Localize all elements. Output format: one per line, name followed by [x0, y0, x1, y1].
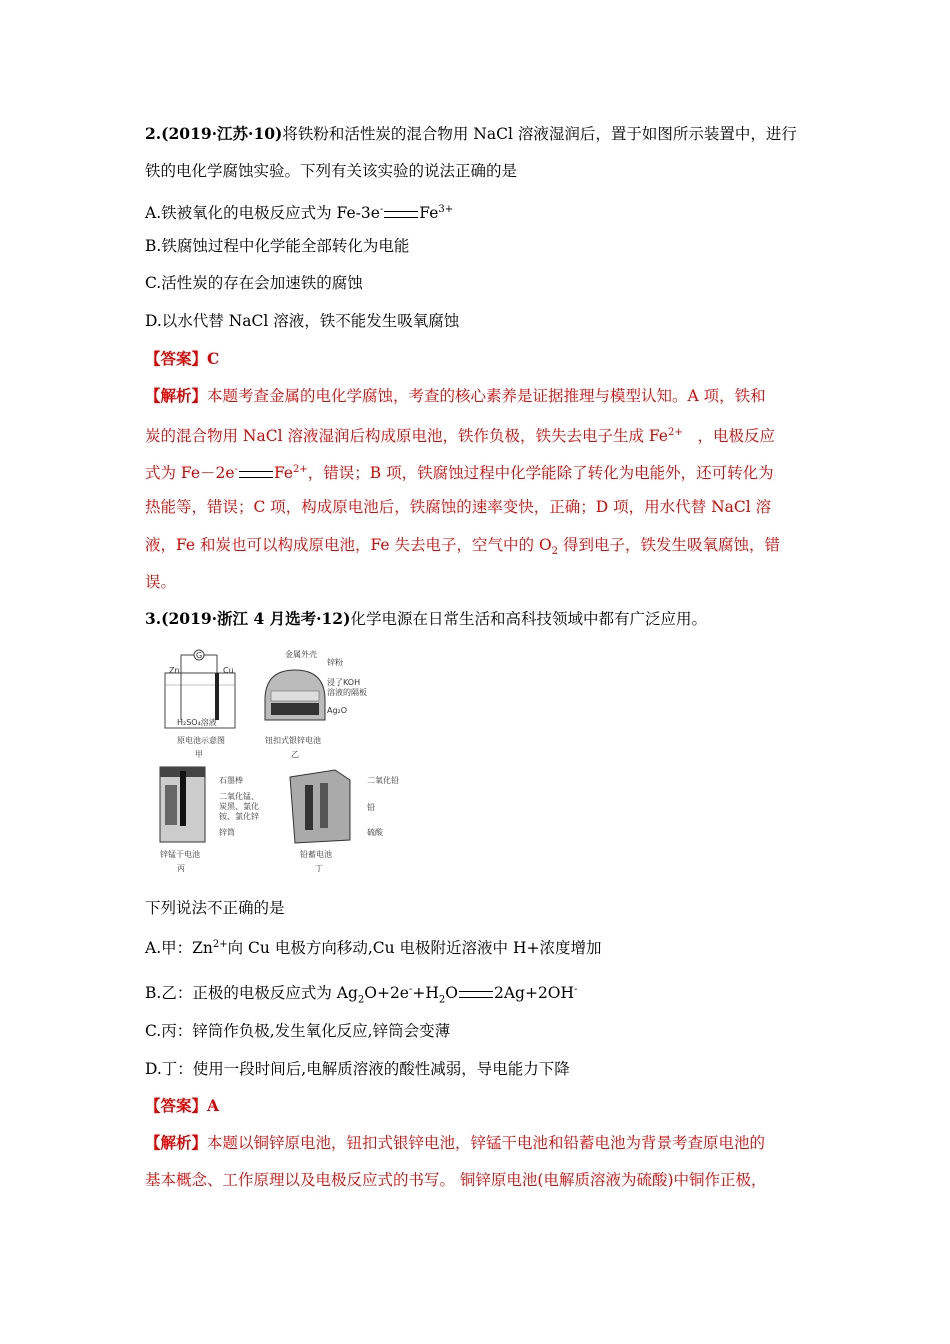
zn-powder-label: 锌粉	[327, 658, 343, 667]
q2-analysis-line3: 式为 Fe－2e- $Fe^{2+}$，错误；B 项，铁腐蚀过程中化学能除了转化为电能外，还可转化为	[145, 464, 774, 483]
ding-label: 丁	[315, 864, 323, 873]
equals-sign-icon	[239, 471, 273, 478]
q3-option-a: A.甲：$Zn^{2+}$向 Cu 电极方向移动,Cu 电极附近溶液中 H+浓度增加	[145, 939, 602, 958]
q3-stem: 3.(2019·浙江 4 月选考·12)化学电源在日常生活和高科技领域中都有广泛应用。	[145, 609, 707, 628]
cu-label: Cu	[223, 666, 234, 675]
equals-sign-icon	[459, 991, 493, 998]
pb-label: 铅	[367, 803, 375, 812]
figure-yi	[265, 649, 367, 759]
battery-figure	[155, 645, 415, 875]
q3-heading: 3.(2019·浙江 4 月选考·12)	[145, 609, 351, 628]
q2-option-a: A.铁被氧化的电极反应式为 Fe-3e- $Fe^{3+}$	[145, 204, 454, 223]
q3-option-b: B.乙：正极的电极反应式为 $Ag_2O+2e^-+H_2O$ 2Ag+2OH-	[145, 984, 578, 1006]
q2-analysis-line1: 【解析】本题考查金属的电化学腐蚀，考查的核心素养是证据推理与模型认知。A 项，铁和	[145, 386, 766, 405]
q3-prompt: 下列说法不正确的是	[145, 899, 285, 917]
q3-answer: 【答案】A	[145, 1096, 220, 1115]
jia-caption: 原电池示意图	[177, 736, 225, 745]
q2-option-b: B.铁腐蚀过程中化学能全部转化为电能	[145, 237, 410, 255]
q2-analysis-line5: 液，Fe 和炭也可以构成原电池，Fe 失去电子，空气中的 $O_2$ 得到电子，铁发生吸氧腐蚀，错	[145, 536, 780, 558]
jia-label: 甲	[195, 750, 203, 759]
q3-option-c: C.丙：锌筒作负极,发生氧化反应,锌筒会变薄	[145, 1022, 451, 1040]
q2-stem-line2: 铁的电化学腐蚀实验。下列有关该实验的说法正确的是	[145, 162, 518, 180]
ag2o-label: Ag₂O	[327, 706, 348, 715]
mno2-label-3: 铵、氯化锌	[219, 812, 259, 821]
q2-option-c: C.活性炭的存在会加速铁的腐蚀	[145, 274, 363, 292]
q3-analysis-line2: 基本概念、工作原理以及电极反应式的书写。 铜锌原电池(电解质溶液为硫酸)中铜作正极，	[145, 1171, 767, 1189]
ding-caption: 铅蓄电池	[300, 850, 332, 859]
q2-analysis-line2: 炭的混合物用 NaCl 溶液湿润后构成原电池，铁作负极，铁失去电子生成 $Fe^{2+}$ ，电极反应	[145, 427, 776, 446]
shell-label: 金属外壳	[285, 650, 317, 659]
yi-caption: 钮扣式银锌电池	[265, 736, 321, 745]
bing-label: 丙	[177, 864, 185, 873]
pbo2-label: 二氧化铅	[367, 776, 399, 785]
q3-analysis-line1: 【解析】本题以铜锌原电池，钮扣式银锌电池，锌锰干电池和铅蓄电池为背景考查原电池的	[145, 1133, 766, 1152]
q3-option-d: D.丁：使用一段时间后,电解质溶液的酸性减弱，导电能力下降	[145, 1060, 570, 1078]
koh-label-2: 溶液的隔板	[327, 688, 367, 697]
q2-heading: 2.(2019·江苏·10)	[145, 124, 283, 143]
q2-stem-line1	[145, 124, 797, 144]
q2-option-d: D.以水代替 NaCl 溶液，铁不能发生吸氧腐蚀	[145, 312, 460, 330]
graphite-label: 石墨棒	[219, 776, 243, 785]
figure-ding	[290, 770, 399, 873]
koh-label-1: 浸了KOH	[327, 678, 361, 687]
figure-jia	[165, 650, 235, 759]
q2-stem-text1: 将铁粉和活性炭的混合物用 NaCl 溶液湿润后，置于如图所示装置中，进行	[282, 125, 797, 143]
zn-label: Zn	[169, 666, 180, 675]
q2-answer: 【答案】C	[145, 349, 220, 368]
mno2-label-1: 二氧化锰、	[219, 792, 259, 801]
q2-analysis-line6: 误。	[145, 573, 177, 591]
galvanometer-label: G	[196, 651, 203, 660]
zn-can-label: 锌筒	[219, 828, 235, 837]
figure-bing	[160, 767, 259, 873]
mno2-label-2: 炭黑、氯化	[219, 802, 259, 811]
equals-sign-icon	[384, 211, 418, 218]
h2so4-label: H₂SO₄溶液	[177, 718, 217, 727]
yi-label: 乙	[291, 750, 299, 759]
q2-analysis-line4: 热能等，错误；C 项，构成原电池后，铁腐蚀的速率变快，正确；D 项，用水代替 NaCl 溶	[145, 498, 772, 516]
bing-caption: 锌锰干电池	[160, 850, 200, 859]
acid-label: 硫酸	[367, 828, 383, 837]
